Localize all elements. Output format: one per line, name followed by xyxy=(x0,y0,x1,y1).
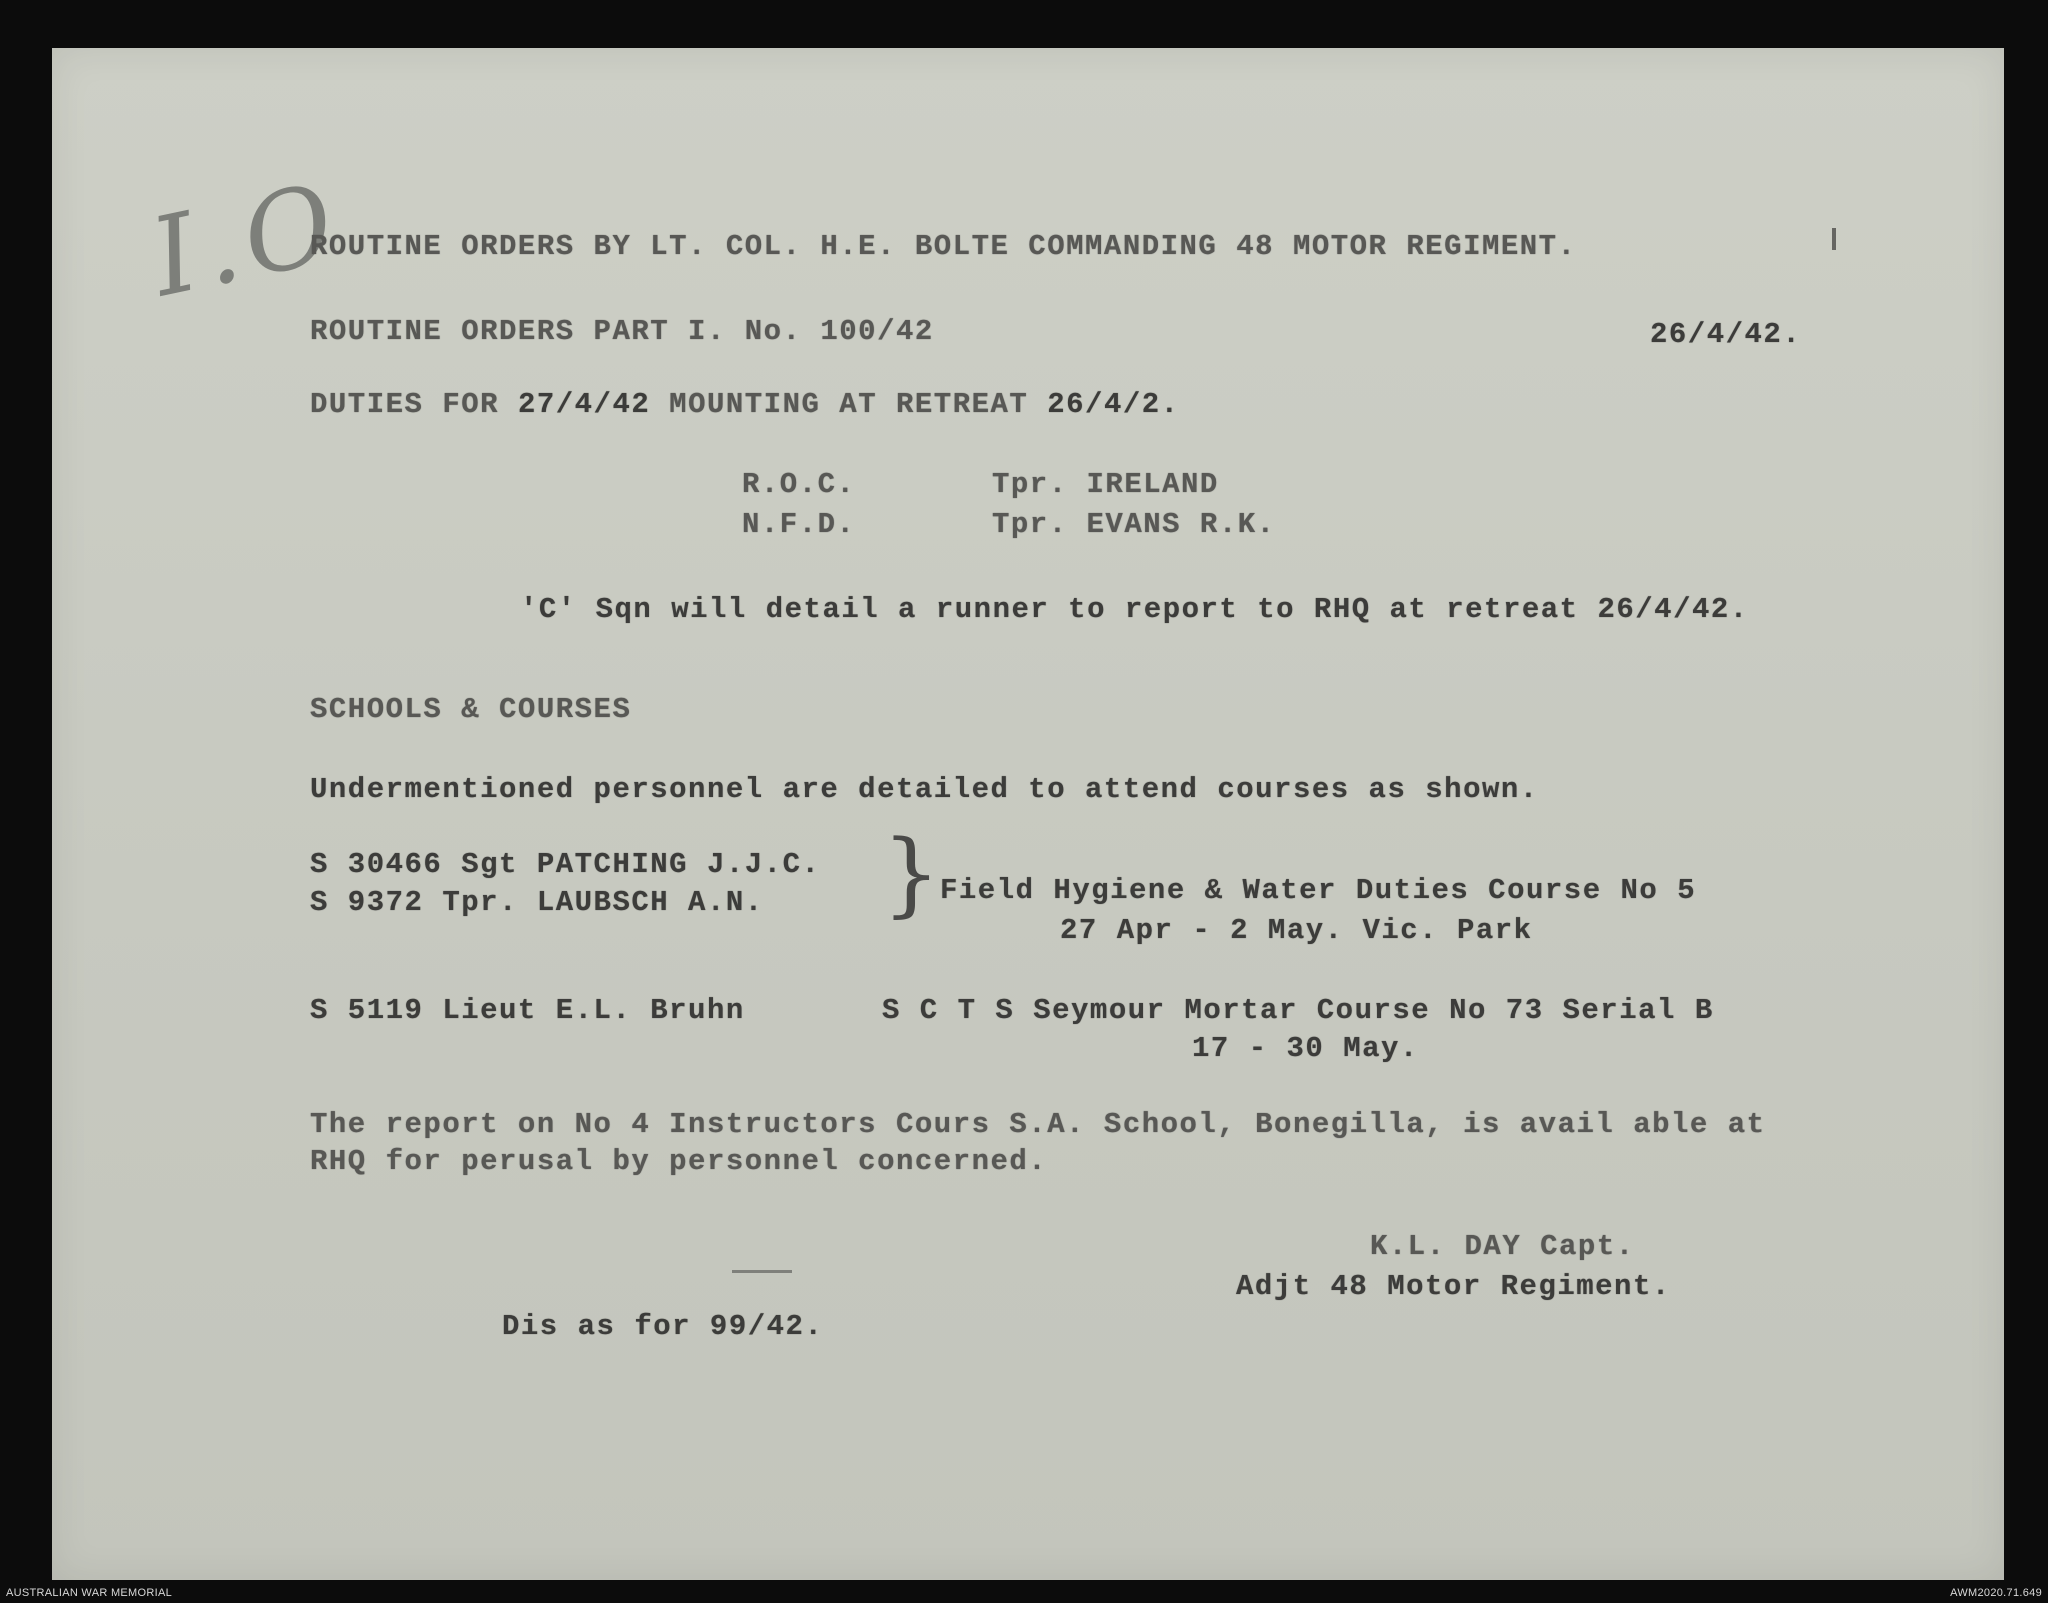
course1-person-2: S 9372 Tpr. LAUBSCH A.N. xyxy=(310,886,764,919)
duties-heading-start: DUTIES FOR xyxy=(310,388,518,421)
schools-intro: Undermentioned personnel are detailed to attend courses as shown. xyxy=(310,773,1539,806)
distribution-line: Dis as for 99/42. xyxy=(502,1310,824,1343)
signature-title: Adjt 48 Motor Regiment. xyxy=(1236,1270,1671,1303)
report-note-line-1: The report on No 4 Instructors Cours S.A. School, Bonegilla, is avail able at xyxy=(310,1108,1766,1141)
duty-role-1: R.O.C. xyxy=(742,468,856,501)
orders-title: ROUTINE ORDERS BY LT. COL. H.E. BOLTE COMMANDING 48 MOTOR REGIMENT. xyxy=(310,230,1577,263)
brace-icon: } xyxy=(882,820,941,927)
duty-name-2: Tpr. EVANS R.K. xyxy=(992,508,1276,541)
duty-name-1: Tpr. IRELAND xyxy=(992,468,1219,501)
course1-person-1: S 30466 Sgt PATCHING J.J.C. xyxy=(310,848,821,881)
footer-accession-number: AWM2020.71.649 xyxy=(1950,1587,2042,1599)
report-note-line-2: RHQ for perusal by personnel concerned. xyxy=(310,1145,1048,1178)
ink-mark xyxy=(732,1270,792,1273)
duty-role-2: N.F.D. xyxy=(742,508,856,541)
margin-mark xyxy=(1832,228,1836,250)
course1-dates: 27 Apr - 2 May. Vic. Park xyxy=(1060,914,1533,947)
signature-name: K.L. DAY Capt. xyxy=(1370,1230,1635,1263)
course2-title: S C T S Seymour Mortar Course No 73 Serial B xyxy=(882,994,1714,1027)
orders-date: 26/4/42. xyxy=(1650,318,1802,351)
orders-part-line: ROUTINE ORDERS PART I. No. 100/42 xyxy=(310,315,934,348)
duties-heading xyxy=(310,388,1180,421)
footer-institution: AUSTRALIAN WAR MEMORIAL xyxy=(6,1587,173,1599)
duties-date: 27/4/42 xyxy=(517,388,651,421)
duties-heading-mid: MOUNTING AT RETREAT xyxy=(650,388,1048,421)
handwritten-annotation: I.O xyxy=(141,159,353,322)
course2-person: S 5119 Lieut E.L. Bruhn xyxy=(310,994,745,1027)
course1-title: Field Hygiene & Water Duties Course No 5 xyxy=(940,874,1697,907)
document-page xyxy=(52,48,2004,1580)
course2-dates: 17 - 30 May. xyxy=(1192,1032,1419,1065)
schools-heading: SCHOOLS & COURSES xyxy=(310,693,632,726)
runner-note: 'C' Sqn will detail a runner to report to RHQ at retreat 26/4/42. xyxy=(520,593,1749,626)
duties-retreat-date: 26/4/2. xyxy=(1047,388,1180,421)
